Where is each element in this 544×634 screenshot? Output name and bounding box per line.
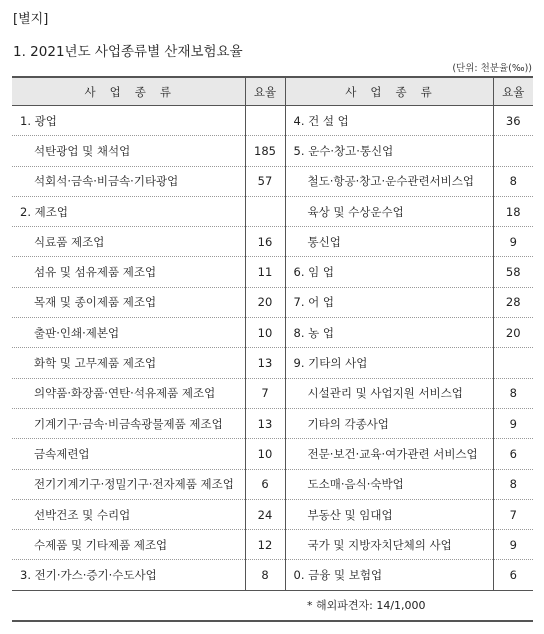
rate-value-right: 58	[493, 257, 533, 287]
attachment-label: [별지]	[13, 12, 49, 27]
rate-value-left	[245, 196, 285, 226]
table-row	[12, 499, 533, 529]
industry-name-left: 목재 및 종이제품 제조업	[12, 287, 245, 317]
industry-name-right: 7. 어 업	[285, 287, 493, 317]
table-row	[12, 378, 533, 408]
table-row	[12, 469, 533, 499]
industry-name-left: 금속제련업	[12, 439, 245, 469]
table-row	[12, 560, 533, 590]
rate-value-left: 13	[245, 408, 285, 438]
industry-name-left: 1. 광업	[12, 106, 245, 136]
rate-value-left: 57	[245, 166, 285, 196]
industry-name-left: 석탄광업 및 채석업	[12, 136, 245, 166]
rate-value-left: 10	[245, 439, 285, 469]
table-row	[12, 318, 533, 348]
industry-name-right: 9. 기타의 사업	[285, 348, 493, 378]
footnote-spacer	[12, 590, 285, 621]
table-row	[12, 348, 533, 378]
rate-value-left: 20	[245, 287, 285, 317]
rate-value-left: 11	[245, 257, 285, 287]
industry-name-right: 전문·보건·교육·여가관련 서비스업	[285, 439, 493, 469]
industry-name-left: 섬유 및 섬유제품 제조업	[12, 257, 245, 287]
industry-name-right: 4. 건 설 업	[285, 106, 493, 136]
industry-name-right: 기타의 각종사업	[285, 408, 493, 438]
industry-name-left: 석회석·금속·비금속·기타광업	[12, 166, 245, 196]
rate-value-left: 8	[245, 560, 285, 590]
rate-value-right: 18	[493, 196, 533, 226]
table-row	[12, 227, 533, 257]
rate-value-right: 20	[493, 318, 533, 348]
table-body	[12, 106, 533, 622]
header-industry-right: 사업종류	[285, 77, 493, 106]
table-row	[12, 106, 533, 136]
footnote-row	[12, 590, 533, 621]
industry-name-right: 8. 농 업	[285, 318, 493, 348]
industry-name-right: 0. 금융 및 보험업	[285, 560, 493, 590]
rate-value-right: 36	[493, 106, 533, 136]
industry-name-left: 의약품·화장품·연탄·석유제품 제조업	[12, 378, 245, 408]
rate-value-left: 7	[245, 378, 285, 408]
rate-value-right: 9	[493, 408, 533, 438]
industry-name-right: 육상 및 수상운수업	[285, 196, 493, 226]
table-row	[12, 439, 533, 469]
rate-value-right: 6	[493, 560, 533, 590]
industry-name-left: 출판·인쇄·제본업	[12, 318, 245, 348]
rate-value-left: 16	[245, 227, 285, 257]
rate-value-left	[245, 106, 285, 136]
rate-value-right: 8	[493, 469, 533, 499]
industry-name-right: 통신업	[285, 227, 493, 257]
rate-value-right: 9	[493, 530, 533, 560]
industry-name-left: 기계기구·금속·비금속광물제품 제조업	[12, 408, 245, 438]
rate-value-right: 9	[493, 227, 533, 257]
table-row	[12, 196, 533, 226]
industry-name-right: 철도·항공·창고·운수관련서비스업	[285, 166, 493, 196]
industry-name-left: 3. 전기·가스·증기·수도사업	[12, 560, 245, 590]
table-row	[12, 287, 533, 317]
industry-name-right: 국가 및 지방자치단체의 사업	[285, 530, 493, 560]
industry-name-right: 5. 운수·창고·통신업	[285, 136, 493, 166]
rate-value-left: 185	[245, 136, 285, 166]
industry-name-right: 시설관리 및 사업지원 서비스업	[285, 378, 493, 408]
header-row	[12, 77, 533, 106]
header-industry-left: 사업종류	[12, 77, 245, 106]
header-rate-left: 요율	[245, 77, 285, 106]
rate-value-right: 8	[493, 166, 533, 196]
industry-name-left: 2. 제조업	[12, 196, 245, 226]
rate-table	[12, 76, 533, 622]
overseas-worker-note: * 해외파견자: 14/1,000	[285, 590, 533, 621]
industry-name-left: 식료품 제조업	[12, 227, 245, 257]
unit-note: (단위: 천분율(‰))	[452, 63, 532, 74]
table-row	[12, 257, 533, 287]
industry-name-left: 선박건조 및 수리업	[12, 499, 245, 529]
rate-value-right: 8	[493, 378, 533, 408]
table-row	[12, 530, 533, 560]
rate-value-right: 28	[493, 287, 533, 317]
rate-value-left: 13	[245, 348, 285, 378]
table-row	[12, 408, 533, 438]
rate-value-right	[493, 136, 533, 166]
table-row	[12, 136, 533, 166]
table-row	[12, 166, 533, 196]
rate-value-right: 6	[493, 439, 533, 469]
industry-name-left: 수제품 및 기타제품 제조업	[12, 530, 245, 560]
rate-value-left: 10	[245, 318, 285, 348]
rate-value-left: 6	[245, 469, 285, 499]
rate-value-right	[493, 348, 533, 378]
rate-value-left: 24	[245, 499, 285, 529]
industry-name-left: 화학 및 고무제품 제조업	[12, 348, 245, 378]
industry-name-right: 부동산 및 임대업	[285, 499, 493, 529]
rate-value-left: 12	[245, 530, 285, 560]
header-rate-right: 요율	[493, 77, 533, 106]
industry-name-right: 도소매·음식·숙박업	[285, 469, 493, 499]
industry-name-left: 전기기계기구·정밀기구·전자제품 제조업	[12, 469, 245, 499]
industry-name-right: 6. 임 업	[285, 257, 493, 287]
rate-value-right: 7	[493, 499, 533, 529]
section-heading: 1. 2021년도 사업종류별 산재보험요율	[13, 44, 243, 60]
